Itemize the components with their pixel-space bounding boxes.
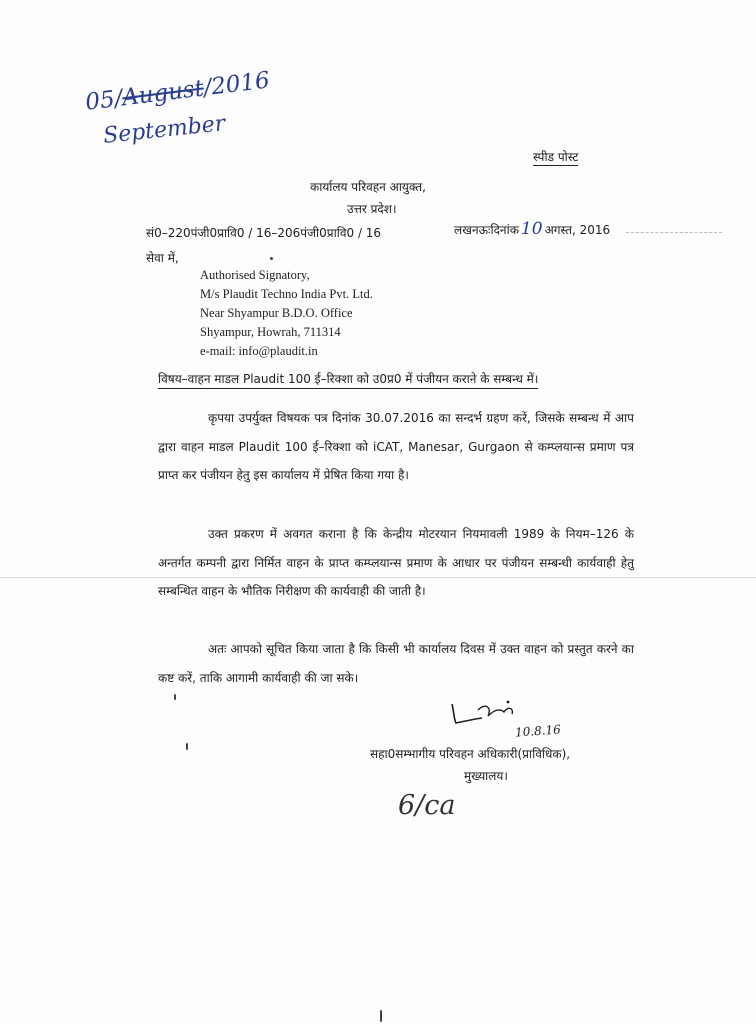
handwritten-day: 05/ (84, 85, 124, 116)
place-date-label: लखनऊःदिनांक (454, 223, 519, 237)
handwritten-note: 6/ca (398, 790, 456, 821)
handwritten-dispatch-day: 10 (520, 219, 543, 239)
reference-number: सं0–220पंजी0प्रावि0 / 16–206पंजी0प्रावि0 / 16 (146, 226, 382, 240)
place-date (454, 219, 610, 239)
scan-speck (186, 743, 188, 750)
recipient-address (200, 266, 373, 361)
signatory-designation: सहा0सम्भागीय परिवहन अधिकारी(प्राविधिक), (370, 747, 571, 761)
recipient-line: Authorised Signatory, (200, 268, 310, 282)
place-date-value: अगस्त, 2016 (544, 223, 611, 237)
handwritten-year: /2016 (202, 67, 272, 102)
signatory-location: मुख्यालय। (464, 769, 508, 783)
recipient-email: e-mail: info@plaudit.in (200, 344, 318, 358)
recipient-line: M/s Plaudit Techno India Pvt. Ltd. (200, 287, 373, 301)
handwritten-month-correction: September (102, 111, 227, 149)
salutation: सेवा में, (146, 251, 179, 265)
office-name: कार्यालय परिवहन आयुक्त, (310, 180, 426, 194)
body-paragraph-2: उक्त प्रकरण में अवगत कराना है कि केन्द्रीय मोटरयान नियमावली 1989 के नियम–126 के अन्तर्गत कम्पनी द्वारा निर्मित वाहन के प्राप्त कम्प्लयान्स प्रमाण के आधार पर पंजीयन सम्बन्धी कार्यवाही हेतु सम्बन्धित वाहन के भौतिक निरीक्षण की कार्यवाही की जाती है। (158, 527, 634, 598)
speed-post-label: स्पीड पोस्ट (533, 150, 579, 164)
body-paragraph-3: अतः आपको सूचित किया जाता है कि किसी भी कार्यालय दिवस में उक्त वाहन को प्रस्तुत करने का कष्ट करें, ताकि आगामी कार्यवाही की जा सके। (158, 642, 634, 685)
office-state: उत्तर प्रदेश। (347, 202, 397, 216)
recipient-line: Shyampur, Howrah, 711314 (200, 325, 341, 339)
signature-date: 10.8.16 (514, 722, 562, 740)
scan-speck (174, 694, 176, 700)
scan-speck (380, 1010, 382, 1022)
handwritten-struck-month: August (120, 75, 206, 112)
recipient-line: Near Shyampur B.D.O. Office (200, 306, 353, 320)
dotted-underline (626, 232, 722, 233)
subject-line: विषय–वाहन माडल Plaudit 100 ई–रिक्शा को उ0प्र0 में पंजीयन कराने के सम्बन्ध में। (158, 370, 538, 389)
body-paragraph-1: कृपया उपर्युक्त विषयक पत्र दिनांक 30.07.2016 का सन्दर्भ ग्रहण करें, जिसके सम्बन्ध में आप द्वारा वाहन माडल Plaudit 100 ई–रिक्शा को iCAT, Manesar, Gurgaon से कम्प्लयान्स प्रमाण पत्र प्राप्त कर पंजीयन हेतु इस कार्यालय में प्रेषित किया गया है। (158, 411, 634, 482)
ink-speck (270, 257, 273, 260)
